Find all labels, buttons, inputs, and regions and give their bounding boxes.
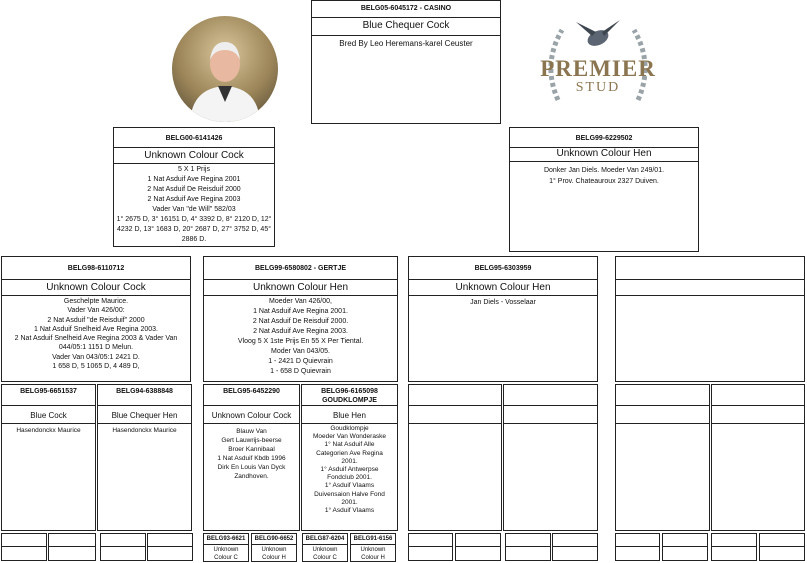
gen3-card[interactable] — [97, 384, 192, 531]
gen4-card-empty[interactable] — [147, 533, 193, 561]
gen3-info: Blauw Van Gert Lauwrijs-beerse Broer Kannibaal 1 Nat Asduif Kbdb 1996 Dirk En Louis Van Dyck Zandhoven. — [217, 428, 286, 480]
gen4-card-empty[interactable] — [615, 533, 660, 561]
gen2-card[interactable] — [408, 256, 598, 382]
gen2-colour: Unknown Colour Hen — [455, 282, 551, 293]
gen2-colour: Unknown Colour Cock — [46, 282, 146, 293]
gen2-card[interactable] — [1, 256, 191, 382]
gen4-card-empty[interactable] — [100, 533, 146, 561]
sire-info: 5 X 1 Prijs 1 Nat Asduif Ave Regina 2001 2 Nat Asduif De Reisduif 2000 2 Nat Asduif Ave Regina 2003 Vader Van "de Will" 582/03 1° 2675 D, 3° 16151 D, 4° 3392 D, 8° 2120 D, 12° 4232 D, 13° 1683 D, 20° 2687 D, 27° 3752 D, 45° 2886 D. — [116, 166, 272, 243]
breeder-portrait-icon — [172, 16, 278, 122]
premier-stud-logo — [536, 14, 660, 114]
subject-info: Bred By Leo Heremans-karel Ceuster — [339, 39, 473, 48]
gen2-ring: BELG99-6580802 - GERTJE — [254, 265, 347, 272]
sire-card[interactable] — [113, 127, 275, 247]
gen2-info: Jan Diels - Vosselaar — [470, 299, 536, 306]
subject-card[interactable] — [311, 0, 501, 124]
gen3-info: Hasendonckx Maurice — [16, 427, 81, 434]
gen3-colour: Blue Hen — [333, 411, 366, 420]
gen3-colour: Blue Cock — [30, 411, 67, 420]
gen4-colour: Unknown Colour C — [213, 547, 239, 561]
gen4-card-empty[interactable] — [408, 533, 453, 561]
gen4-card[interactable] — [251, 533, 297, 562]
gen4-ring: BELG87-6204 — [305, 536, 345, 542]
gen3-colour: Unknown Colour Cock — [211, 411, 292, 420]
gen3-card-empty[interactable] — [615, 384, 710, 531]
gen4-card[interactable] — [302, 533, 348, 562]
gen3-ring: BELG96-6165098 GOUDKLOMPJE — [321, 388, 378, 404]
gen4-card-empty[interactable] — [552, 533, 598, 561]
gen2-info: Moeder Van 426/00, 1 Nat Asduif Ave Regina 2001. 2 Nat Asduif De Reisduif 2000. 2 Nat Asduif Ave Regina 2003. Vloog 5 X 1ste Prijs En 55 X Per Tiental. Moder Van 043/05. 1 - 2421 D Quievrain 1 - 658 D Quievrain — [237, 298, 364, 375]
gen4-card-empty[interactable] — [505, 533, 551, 561]
dam-card[interactable] — [509, 127, 699, 252]
gen3-card-empty[interactable] — [408, 384, 502, 531]
gen4-card-empty[interactable] — [48, 533, 96, 561]
gen3-card-empty[interactable] — [503, 384, 598, 531]
gen4-card-empty[interactable] — [1, 533, 47, 561]
gen3-ring: BELG95-6452290 — [223, 388, 280, 395]
gen4-card-empty[interactable] — [662, 533, 708, 561]
sire-ring: BELG00-6141426 — [165, 135, 223, 142]
gen3-card[interactable] — [203, 384, 300, 531]
gen4-card-empty[interactable] — [759, 533, 805, 561]
dam-ring: BELG99-6229502 — [575, 135, 633, 142]
gen4-ring: BELG90-6652 — [254, 536, 294, 542]
gen4-card-empty[interactable] — [455, 533, 501, 561]
logo-word-stud: STUD — [575, 80, 621, 95]
gen3-info: Goudklompje Moeder Van Wonderaske 1° Nat Asduif Alle Categorien Ave Regina 2001. 1° Asduif Antwerpse Fondclub 2001. 1° Asduif Vlaams Duivensaion Halve Fond 2001. 1° Asduif Vlaams — [312, 425, 387, 515]
gen3-ring: BELG94-6388848 — [116, 388, 173, 395]
gen4-card-empty[interactable] — [711, 533, 757, 561]
gen3-card[interactable] — [1, 384, 96, 531]
gen3-colour: Blue Chequer Hen — [111, 411, 178, 420]
gen2-card-empty[interactable] — [615, 256, 805, 382]
dam-colour: Unknown Colour Hen — [556, 148, 652, 159]
subject-ring: BELG05-6045172 - CASINO — [360, 5, 452, 12]
gen4-card[interactable] — [203, 533, 249, 562]
gen4-ring: BELG91-6156 — [353, 536, 393, 542]
gen3-info: Hasendonckx Maurice — [112, 427, 177, 434]
gen3-card[interactable] — [301, 384, 398, 531]
gen3-ring: BELG95-6651537 — [20, 388, 77, 395]
gen3-card-empty[interactable] — [711, 384, 805, 531]
breeder-photo — [172, 16, 278, 122]
gen2-card[interactable] — [203, 256, 398, 382]
logo-word-premier: PREMIER — [540, 56, 656, 81]
dam-info: Donker Jan Diels. Moeder Van 249/01. 1° Prov. Chateauroux 2327 Duiven. — [543, 167, 665, 185]
gen4-card[interactable] — [350, 533, 396, 562]
gen4-colour: Unknown Colour C — [312, 547, 338, 561]
sire-colour: Unknown Colour Cock — [144, 150, 244, 161]
gen4-ring: BELG93-6621 — [206, 536, 246, 542]
gen2-info: Geschelpte Maurice. Vader Van 426/00: 2 Nat Asduif "de Reisduif" 2000 1 Nat Asduif Snelheid Ave Regina 2003. 2 Nat Asduif Snelheid Ave Regina 2003 & Vader Van 044/05:1 1151 D Melun. Vader Van 043/05:1 2421 D. 1 658 D, 5 1065 D, 4 489 D, — [14, 298, 178, 371]
gen4-colour: Unknown Colour H — [360, 547, 386, 561]
gen2-ring: BELG95-6303959 — [474, 265, 532, 272]
gen4-colour: Unknown Colour H — [261, 547, 287, 561]
gen2-colour: Unknown Colour Hen — [252, 282, 349, 293]
gen2-ring: BELG98-6110712 — [67, 265, 125, 272]
subject-colour: Blue Chequer Cock — [362, 20, 450, 31]
